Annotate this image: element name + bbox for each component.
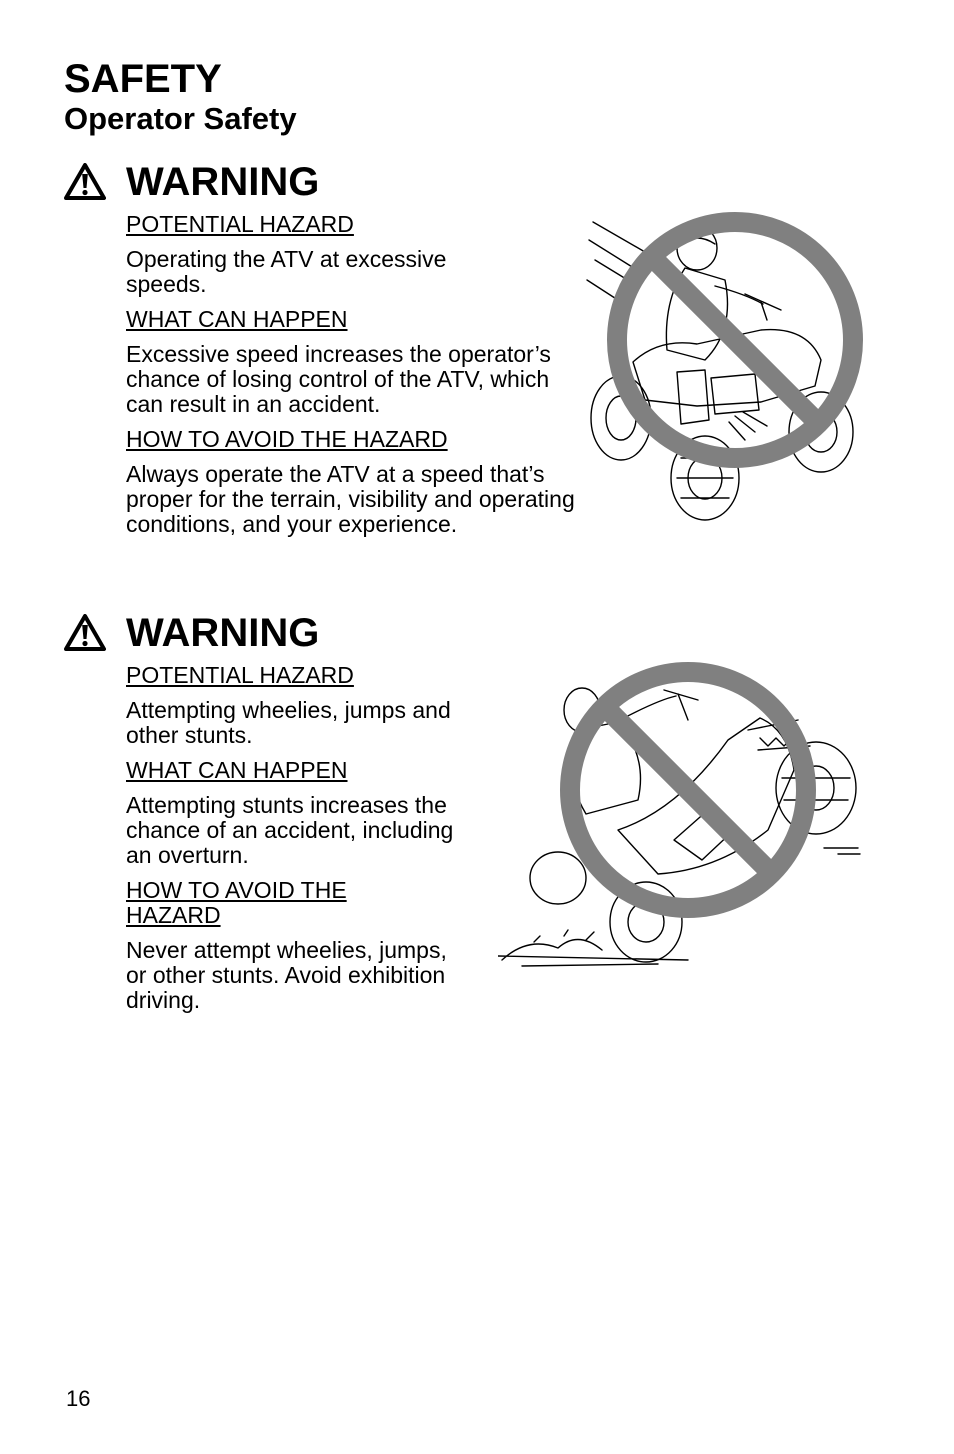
warning-body bbox=[126, 212, 581, 547]
warning-label: WARNING bbox=[126, 160, 320, 204]
warning-header bbox=[64, 159, 319, 205]
atv-wheelie-prohibited-illustration bbox=[498, 660, 868, 980]
what-can-happen-text: Attempting stunts increases the chance of an accident, including an overturn. bbox=[126, 792, 454, 868]
potential-hazard-text: Operating the ATV at excessive speeds. bbox=[126, 246, 447, 297]
how-to-avoid-text: Never attempt wheelies, jumps, or other stunts. Avoid exhibition driving. bbox=[126, 937, 447, 1013]
potential-hazard-text: Attempting wheelies, jumps and other stunts. bbox=[126, 697, 451, 748]
warning-triangle-icon bbox=[64, 163, 106, 201]
atv-speeding-prohibited-illustration bbox=[585, 210, 875, 530]
how-to-avoid-text: Always operate the ATV at a speed that’s proper for the terrain, visibility and operating conditions, and your experience. bbox=[126, 461, 575, 537]
warning-triangle-icon bbox=[64, 614, 106, 652]
what-can-happen-heading: WHAT CAN HAPPEN bbox=[126, 306, 348, 332]
potential-hazard-heading: POTENTIAL HAZARD bbox=[126, 662, 354, 688]
warning-header bbox=[64, 610, 319, 656]
warning-label: WARNING bbox=[126, 611, 320, 655]
potential-hazard-heading: POTENTIAL HAZARD bbox=[126, 211, 354, 237]
how-to-avoid-heading: HOW TO AVOID THE HAZARD bbox=[126, 877, 347, 928]
what-can-happen-text: Excessive speed increases the operator’s chance of losing control of the ATV, which can result in an accident. bbox=[126, 341, 551, 417]
subsection-title: Operator Safety bbox=[64, 101, 297, 136]
warning-body bbox=[126, 663, 456, 1023]
what-can-happen-heading: WHAT CAN HAPPEN bbox=[126, 757, 348, 783]
page-number: 16 bbox=[66, 1386, 91, 1411]
how-to-avoid-heading: HOW TO AVOID THE HAZARD bbox=[126, 426, 448, 452]
section-title: SAFETY bbox=[64, 57, 222, 101]
